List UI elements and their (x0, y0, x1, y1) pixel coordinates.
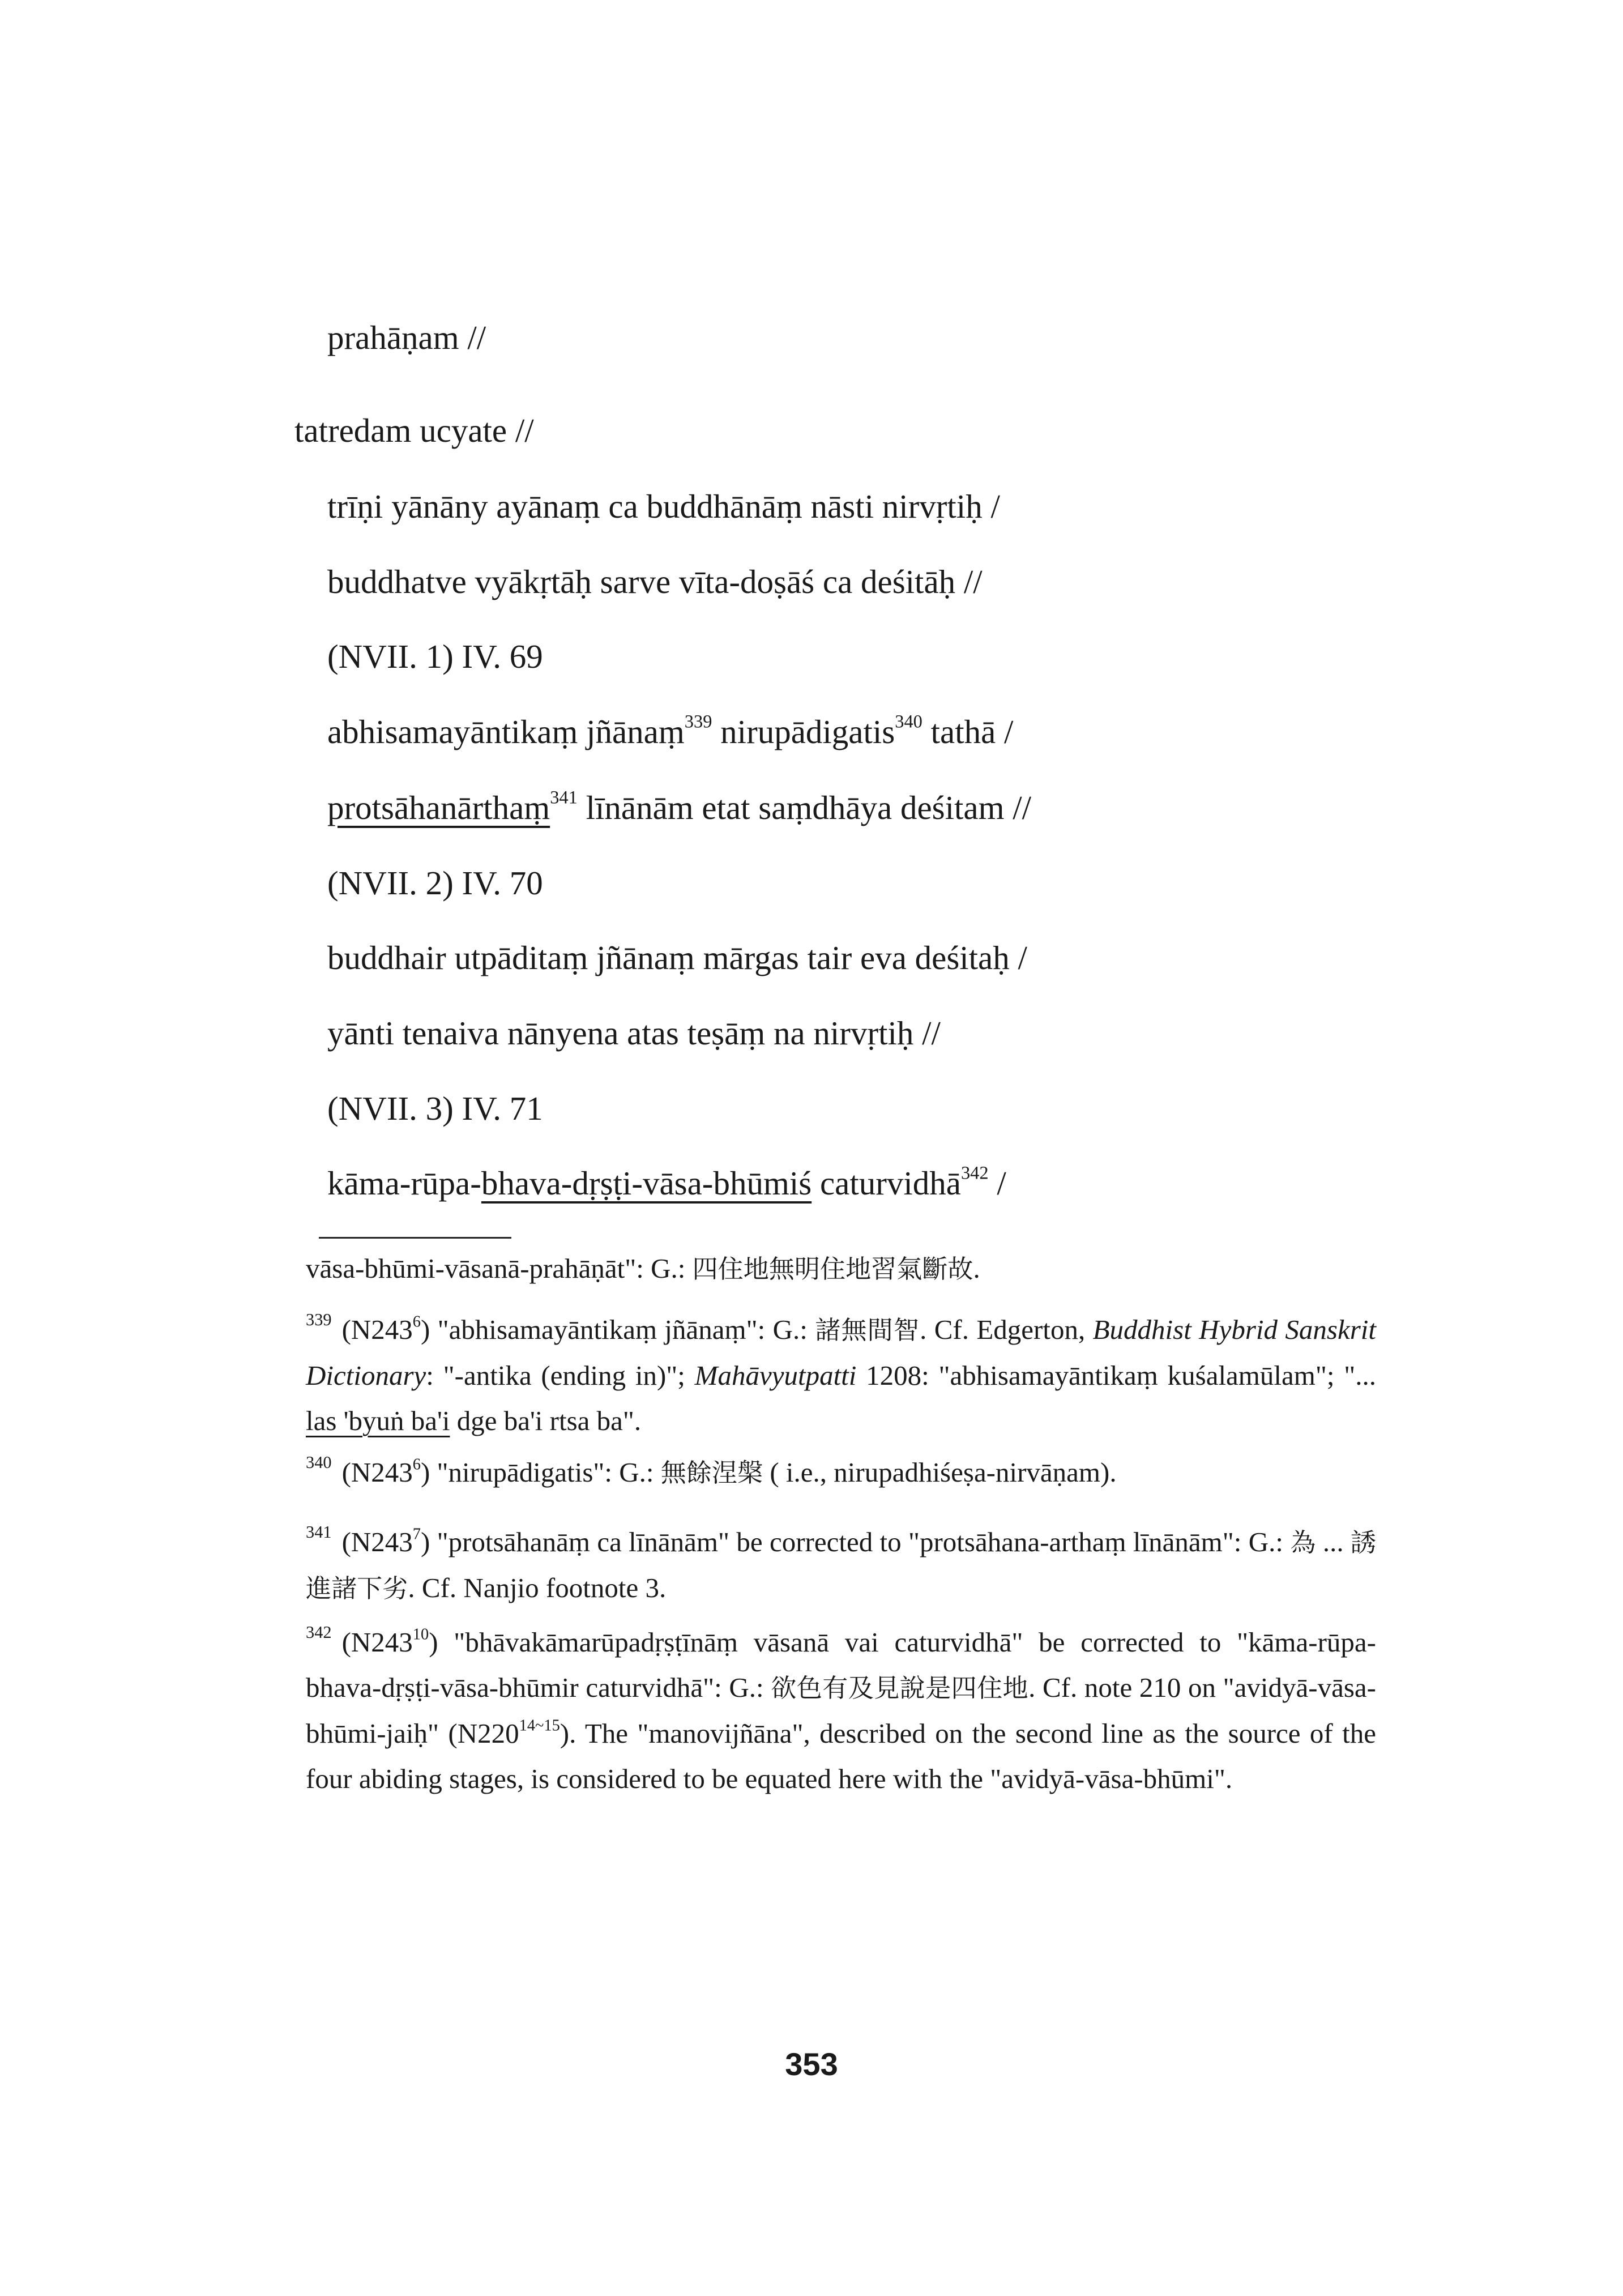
verse-line-9: buddhair utpāditaṃ jñānaṃ mārgas tair eva deśitaḥ / (327, 939, 1027, 976)
footnote-number: 341 (306, 1522, 332, 1542)
footnote-text: (N243 (341, 1314, 413, 1345)
chinese-text: 欲色有及見說是四住地 (771, 1673, 1029, 1703)
footnote-continued (306, 1246, 1376, 1292)
footnote-ref-342: 342 (960, 1163, 989, 1184)
footnote-text: . Cf. note 210 on "avidyā-vāsa-bhūmi-jaiḥ" (N220 (306, 1672, 1376, 1749)
superscript: 7 (412, 1525, 421, 1543)
underlined-term: protsāhanārthaṃ (327, 789, 550, 826)
footnote-text: ( i.e., nirupadhiśeṣa-nirvāṇam). (763, 1457, 1117, 1488)
page-number: 353 (785, 2046, 838, 2082)
verse-line-3: trīṇi yānāny ayānaṃ ca buddhānāṃ nāsti nirvṛtiḥ / (327, 488, 1000, 525)
chinese-text: 四住地無明住地習氣斷故 (692, 1254, 973, 1284)
verse-line-12 (327, 1163, 1006, 1202)
footnote-ref-339: 339 (684, 711, 712, 732)
footnote-text: ) "protsāhanāṃ ca līnānām" be corrected to "protsāhana-arthaṃ līnānām": G.: (420, 1526, 1291, 1557)
verse-text: līnānām etat saṃdhāya deśitam // (577, 789, 1032, 826)
verse-text: / (988, 1164, 1006, 1202)
footnote-text: ... (1316, 1526, 1351, 1557)
footnote-ref-341: 341 (550, 787, 578, 808)
verse-text: kāma-rūpa- (327, 1164, 481, 1202)
verse-text: tathā / (922, 713, 1014, 750)
verse-line-2: tatredam ucyate // (294, 412, 534, 449)
footnote-341 (306, 1520, 1376, 1611)
verse-line-10: yānti tenaiva nānyena atas teṣāṃ na nirvṛtiḥ // (327, 1014, 941, 1052)
footnote-text: dge ba'i rtsa ba". (450, 1405, 642, 1436)
footnote-text: ) "abhisamayāntikaṃ jñānaṃ": G.: (420, 1314, 815, 1345)
verse-ref-3: (NVII. 3) IV. 71 (327, 1090, 543, 1127)
underlined-term: bhava-dṛṣṭi-vāsa-bhūmiś (481, 1164, 812, 1202)
footnote-text: vāsa-bhūmi-vāsanā-prahāṇāt": G.: (306, 1253, 693, 1284)
footnote-text: : "-antika (ending in)"; (426, 1360, 695, 1391)
superscript: 10 (412, 1625, 429, 1644)
footnote-text: ). The "manovijñāna", described on the second line as the source of the four abiding stages, is considered to be equated here with the "avidyā-vāsa-bhūmi". (306, 1718, 1376, 1794)
chinese-text: 誘進諸下劣 (306, 1527, 1377, 1603)
footnote-ref-340: 340 (895, 711, 922, 732)
verse-text: nirupādigatis (712, 713, 895, 750)
book-title: Buddhist Hybrid Sanskrit Dictionary (306, 1314, 1376, 1391)
chinese-text: 諸無間智 (815, 1315, 920, 1345)
verse-line-1: prahāṇam // (327, 319, 486, 356)
footnote-342 (306, 1620, 1376, 1802)
verse-ref-2: (NVII. 2) IV. 70 (327, 864, 543, 902)
verse-text: caturvidhā (812, 1164, 961, 1202)
footnote-text: (N243 (341, 1627, 413, 1658)
footnote-number: 340 (306, 1452, 332, 1472)
footnote-text: . (973, 1253, 980, 1284)
verse-line-4: buddhatve vyākṛtāḥ sarve vīta-doṣāś ca deśitāḥ // (327, 563, 983, 600)
superscript: 6 (412, 1313, 421, 1331)
footnote-text: 1208: "abhisamayāntikaṃ kuśalamūlam"; "... (856, 1360, 1377, 1391)
superscript: 6 (412, 1456, 421, 1474)
chinese-text: 為 (1290, 1527, 1316, 1557)
superscript: 14~15 (519, 1717, 560, 1735)
footnote-text: . Cf. Edgerton, (920, 1314, 1093, 1345)
verse-line-6 (327, 711, 1014, 750)
footnote-text: (N243 (341, 1457, 413, 1488)
footnote-number: 339 (306, 1309, 332, 1329)
footnote-separator (319, 1237, 511, 1239)
book-title: Mahāvyutpatti (694, 1360, 857, 1391)
footnote-339 (306, 1307, 1376, 1444)
footnote-340 (306, 1450, 1376, 1496)
footnote-text: (N243 (341, 1526, 413, 1557)
footnote-number: 342 (306, 1622, 332, 1642)
footnote-text: . Cf. Nanjio footnote 3. (408, 1572, 667, 1603)
footnote-text: ) "bhāvakāmarūpadṛṣṭīnāṃ vāsanā vai caturvidhā" be corrected to "kāma-rūpa-bhava-dṛṣṭi-vāsa-bhūmir caturvidhā": G.: (306, 1627, 1376, 1703)
footnote-text: ) "nirupādigatis": G.: (420, 1457, 661, 1488)
chinese-text: 無餘涅槃 (660, 1458, 763, 1488)
verse-text: abhisamayāntikaṃ jñānaṃ (327, 713, 685, 750)
verse-ref-1: (NVII. 1) IV. 69 (327, 638, 543, 675)
underlined-tibetan: las 'byuṅ ba'i (306, 1405, 450, 1436)
verse-line-7 (327, 787, 1032, 826)
